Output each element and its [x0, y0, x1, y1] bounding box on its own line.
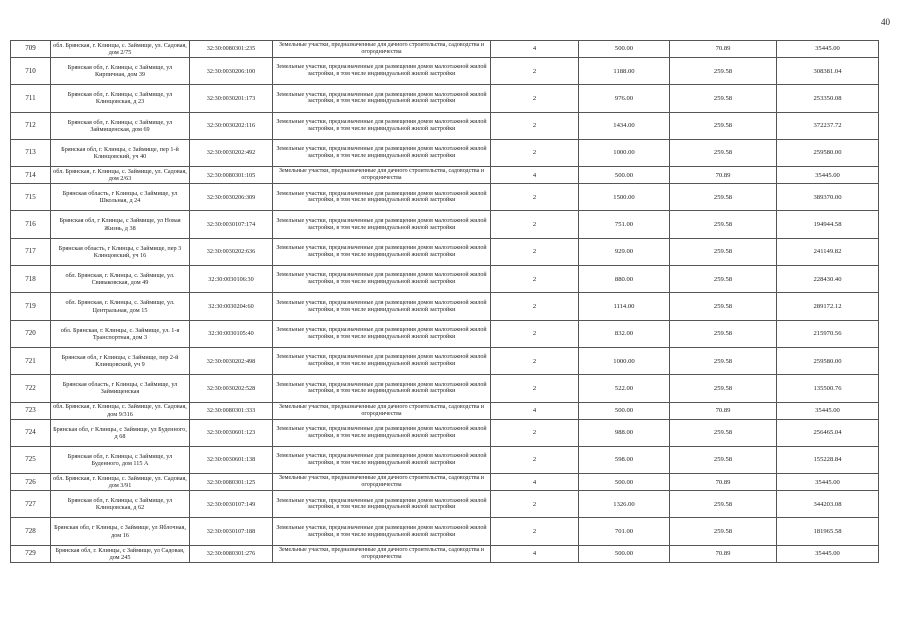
cadastral-value-cell: 35445.00 — [777, 167, 879, 184]
area-cell: 598.00 — [579, 446, 670, 473]
land-purpose-cell: Земельные участки, предназначенные для размещения домов малоэтажной жилой застройки, в том числе индивидуальной жилой застройки — [273, 238, 491, 265]
row-number-cell: 710 — [11, 58, 51, 85]
cadastral-value-cell: 135500.76 — [777, 375, 879, 402]
table-row — [11, 238, 879, 265]
land-purpose-cell: Земельные участки, предназначенные для размещения домов малоэтажной жилой застройки, в том числе индивидуальной жилой застройки — [273, 347, 491, 374]
cadastral-value-cell: 181965.58 — [777, 518, 879, 545]
land-purpose-cell: Земельные участки, предназначенные для дачного строительства, садоводства и огородничества — [273, 474, 491, 491]
cadastral-value-cell: 155228.84 — [777, 446, 879, 473]
area-cell: 880.00 — [579, 266, 670, 293]
address-cell: Брянская обл, г Клинцы, с Займище, ул Новая Жизнь, д 38 — [51, 211, 190, 238]
group-cell: 4 — [491, 402, 579, 419]
land-purpose-cell: Земельные участки, предназначенные для размещения домов малоэтажной жилой застройки, в том числе индивидуальной жилой застройки — [273, 211, 491, 238]
rate-cell: 259.58 — [670, 446, 777, 473]
land-purpose-cell: Земельные участки, предназначенные для размещения домов малоэтажной жилой застройки, в том числе индивидуальной жилой застройки — [273, 419, 491, 446]
rate-cell: 70.89 — [670, 474, 777, 491]
land-purpose-cell: Земельные участки, предназначенные для размещения домов малоэтажной жилой застройки, в том числе индивидуальной жилой застройки — [273, 491, 491, 518]
cadastral-number-cell: 32:30:0030106:30 — [190, 266, 273, 293]
rate-cell: 259.58 — [670, 112, 777, 139]
table-row — [11, 85, 879, 112]
address-cell: обл. Брянская, г. Клинцы, с. Займище, ул. Садовая, дом 9/316 — [51, 402, 190, 419]
cadastral-value-cell: 228430.40 — [777, 266, 879, 293]
row-number-cell: 723 — [11, 402, 51, 419]
table-row — [11, 139, 879, 166]
row-number-cell: 718 — [11, 266, 51, 293]
land-plots-table — [10, 40, 879, 563]
row-number-cell: 727 — [11, 491, 51, 518]
group-cell: 2 — [491, 518, 579, 545]
land-purpose-cell: Земельные участки, предназначенные для размещения домов малоэтажной жилой застройки, в том числе индивидуальной жилой застройки — [273, 446, 491, 473]
row-number-cell: 725 — [11, 446, 51, 473]
table-row — [11, 545, 879, 562]
cadastral-number-cell: 32:30:0030105:40 — [190, 320, 273, 347]
page-number: 40 — [881, 17, 890, 27]
group-cell: 2 — [491, 58, 579, 85]
area-cell: 500.00 — [579, 545, 670, 562]
rate-cell: 259.58 — [670, 293, 777, 320]
land-purpose-cell: Земельные участки, предназначенные для размещения домов малоэтажной жилой застройки, в том числе индивидуальной жилой застройки — [273, 139, 491, 166]
land-purpose-cell: Земельные участки, предназначенные для дачного строительства, садоводства и огородничества — [273, 402, 491, 419]
address-cell: обл. Брянская, г. Клинцы, с. Займище, ул. 1-я Транспортная, дом 3 — [51, 320, 190, 347]
cadastral-number-cell: 32:30:0030202:636 — [190, 238, 273, 265]
address-cell: Брянская область, г Клинцы, с Займище, пер 3 Клинцовский, уч 16 — [51, 238, 190, 265]
table-row — [11, 518, 879, 545]
group-cell: 4 — [491, 41, 579, 58]
land-purpose-cell: Земельные участки, предназначенные для размещения домов малоэтажной жилой застройки, в том числе индивидуальной жилой застройки — [273, 58, 491, 85]
row-number-cell: 724 — [11, 419, 51, 446]
cadastral-value-cell: 256465.04 — [777, 419, 879, 446]
table-row — [11, 347, 879, 374]
row-number-cell: 716 — [11, 211, 51, 238]
table-row — [11, 112, 879, 139]
address-cell: обл. Брянская, г. Клинцы, с. Займище, ул. Центральная, дом 15 — [51, 293, 190, 320]
area-cell: 701.00 — [579, 518, 670, 545]
cadastral-value-cell: 215970.56 — [777, 320, 879, 347]
cadastral-number-cell: 32:30:0030204:60 — [190, 293, 273, 320]
rate-cell: 70.89 — [670, 545, 777, 562]
rate-cell: 259.58 — [670, 211, 777, 238]
land-purpose-cell: Земельные участки, предназначенные для дачного строительства, садоводства и огородничества — [273, 167, 491, 184]
table-row — [11, 402, 879, 419]
rate-cell: 259.58 — [670, 518, 777, 545]
table-row — [11, 320, 879, 347]
area-cell: 1434.00 — [579, 112, 670, 139]
group-cell: 2 — [491, 211, 579, 238]
cadastral-number-cell: 32:30:0030206:100 — [190, 58, 273, 85]
address-cell: Брянская обл, г. Клинцы, с Займище, ул Садовая, дом 245 — [51, 545, 190, 562]
cadastral-value-cell: 35445.00 — [777, 545, 879, 562]
cadastral-number-cell: 32:30:0030202:116 — [190, 112, 273, 139]
row-number-cell: 712 — [11, 112, 51, 139]
land-purpose-cell: Земельные участки, предназначенные для размещения домов малоэтажной жилой застройки, в том числе индивидуальной жилой застройки — [273, 266, 491, 293]
row-number-cell: 715 — [11, 184, 51, 211]
table-row — [11, 293, 879, 320]
address-cell: Брянская обл, г. Клинцы, с Займище, ул Займищенская, дом 69 — [51, 112, 190, 139]
row-number-cell: 711 — [11, 85, 51, 112]
area-cell: 1114.00 — [579, 293, 670, 320]
area-cell: 1188.00 — [579, 58, 670, 85]
cadastral-number-cell: 32:30:0030107:174 — [190, 211, 273, 238]
land-purpose-cell: Земельные участки, предназначенные для размещения домов малоэтажной жилой застройки, в том числе индивидуальной жилой застройки — [273, 85, 491, 112]
cadastral-value-cell: 241149.82 — [777, 238, 879, 265]
land-purpose-cell: Земельные участки, предназначенные для размещения домов малоэтажной жилой застройки, в том числе индивидуальной жилой застройки — [273, 184, 491, 211]
rate-cell: 259.58 — [670, 347, 777, 374]
land-purpose-cell: Земельные участки, предназначенные для дачного строительства, садоводства и огородничества — [273, 41, 491, 58]
cadastral-number-cell: 32:30:0030107:188 — [190, 518, 273, 545]
address-cell: Брянская обл, г Клинцы, с Займище, ул Буденного, д 68 — [51, 419, 190, 446]
address-cell: обл. Брянская, г. Клинцы, с. Займище, ул. Садовая, дом 2/75 — [51, 41, 190, 58]
row-number-cell: 726 — [11, 474, 51, 491]
cadastral-number-cell: 32:30:0080301:125 — [190, 474, 273, 491]
cadastral-value-cell: 253350.08 — [777, 85, 879, 112]
land-purpose-cell: Земельные участки, предназначенные для размещения домов малоэтажной жилой застройки, в том числе индивидуальной жилой застройки — [273, 112, 491, 139]
land-purpose-cell: Земельные участки, предназначенные для размещения домов малоэтажной жилой застройки, в том числе индивидуальной жилой застройки — [273, 320, 491, 347]
cadastral-number-cell: 32:30:0080301:276 — [190, 545, 273, 562]
rate-cell: 259.58 — [670, 266, 777, 293]
rate-cell: 259.58 — [670, 491, 777, 518]
cadastral-number-cell: 32:30:0030202:528 — [190, 375, 273, 402]
cadastral-number-cell: 32:30:0080301:105 — [190, 167, 273, 184]
group-cell: 2 — [491, 85, 579, 112]
row-number-cell: 717 — [11, 238, 51, 265]
cadastral-number-cell: 32:30:0030601:138 — [190, 446, 273, 473]
address-cell: Брянская обл, г. Клинцы, с Займище, ул Кирпичная, дом 39 — [51, 58, 190, 85]
cadastral-number-cell: 32:30:0080301:333 — [190, 402, 273, 419]
table-row — [11, 474, 879, 491]
cadastral-number-cell: 32:30:0030201:173 — [190, 85, 273, 112]
cadastral-value-cell: 35445.00 — [777, 41, 879, 58]
rate-cell: 70.89 — [670, 167, 777, 184]
address-cell: обл. Брянская, г. Клинцы, с. Займище, ул. Садовая, дом 3/91 — [51, 474, 190, 491]
table-body — [11, 41, 879, 563]
group-cell: 2 — [491, 375, 579, 402]
row-number-cell: 722 — [11, 375, 51, 402]
area-cell: 832.00 — [579, 320, 670, 347]
area-cell: 500.00 — [579, 41, 670, 58]
cadastral-value-cell: 35445.00 — [777, 402, 879, 419]
group-cell: 2 — [491, 347, 579, 374]
cadastral-number-cell: 32:30:0030601:123 — [190, 419, 273, 446]
cadastral-value-cell: 35445.00 — [777, 474, 879, 491]
cadastral-number-cell: 32:30:0030206:309 — [190, 184, 273, 211]
rate-cell: 259.58 — [670, 375, 777, 402]
area-cell: 929.00 — [579, 238, 670, 265]
cadastral-number-cell: 32:30:0030202:498 — [190, 347, 273, 374]
rate-cell: 259.58 — [670, 139, 777, 166]
rate-cell: 259.58 — [670, 238, 777, 265]
address-cell: обл. Брянская, г. Клинцы, с. Займище, ул. Свиваковская, дом 49 — [51, 266, 190, 293]
table-row — [11, 184, 879, 211]
area-cell: 751.00 — [579, 211, 670, 238]
group-cell: 2 — [491, 139, 579, 166]
group-cell: 4 — [491, 545, 579, 562]
address-cell: Брянская обл, г Клинцы, с Займище, ул Яблочная, дом 16 — [51, 518, 190, 545]
group-cell: 4 — [491, 167, 579, 184]
rate-cell: 70.89 — [670, 41, 777, 58]
table-row — [11, 375, 879, 402]
cadastral-value-cell: 259580.00 — [777, 139, 879, 166]
row-number-cell: 709 — [11, 41, 51, 58]
table-row — [11, 167, 879, 184]
address-cell: Брянская область, г Клинцы, с Займище, ул Школьная, д 24 — [51, 184, 190, 211]
group-cell: 2 — [491, 184, 579, 211]
rate-cell: 259.58 — [670, 320, 777, 347]
area-cell: 500.00 — [579, 474, 670, 491]
area-cell: 500.00 — [579, 167, 670, 184]
area-cell: 1326.00 — [579, 491, 670, 518]
rate-cell: 259.58 — [670, 419, 777, 446]
cadastral-value-cell: 259580.00 — [777, 347, 879, 374]
table-row — [11, 419, 879, 446]
table-row — [11, 41, 879, 58]
cadastral-number-cell: 32:30:0080301:235 — [190, 41, 273, 58]
address-cell: обл. Брянская, г. Клинцы, с. Займище, ул. Садовая, дом 2/63 — [51, 167, 190, 184]
address-cell: Брянская область, г Клинцы, с Займище, ул Займищенская — [51, 375, 190, 402]
cadastral-value-cell: 372237.72 — [777, 112, 879, 139]
group-cell: 2 — [491, 419, 579, 446]
group-cell: 4 — [491, 474, 579, 491]
table-row — [11, 491, 879, 518]
group-cell: 2 — [491, 491, 579, 518]
area-cell: 1000.00 — [579, 139, 670, 166]
rate-cell: 259.58 — [670, 184, 777, 211]
rate-cell: 259.58 — [670, 58, 777, 85]
cadastral-value-cell: 289172.12 — [777, 293, 879, 320]
group-cell: 2 — [491, 238, 579, 265]
rate-cell: 259.58 — [670, 85, 777, 112]
table-row — [11, 446, 879, 473]
group-cell: 2 — [491, 293, 579, 320]
address-cell: Брянская обл, г. Клинцы, с Займище, ул Клинцовская, д 62 — [51, 491, 190, 518]
cadastral-value-cell: 194944.58 — [777, 211, 879, 238]
cadastral-value-cell: 308381.04 — [777, 58, 879, 85]
area-cell: 976.00 — [579, 85, 670, 112]
group-cell: 2 — [491, 320, 579, 347]
table-row — [11, 266, 879, 293]
area-cell: 522.00 — [579, 375, 670, 402]
row-number-cell: 729 — [11, 545, 51, 562]
cadastral-number-cell: 32:30:0030107:149 — [190, 491, 273, 518]
land-purpose-cell: Земельные участки, предназначенные для дачного строительства, садоводства и огородничества — [273, 545, 491, 562]
land-purpose-cell: Земельные участки, предназначенные для размещения домов малоэтажной жилой застройки, в том числе индивидуальной жилой застройки — [273, 293, 491, 320]
rate-cell: 70.89 — [670, 402, 777, 419]
cadastral-value-cell: 389370.00 — [777, 184, 879, 211]
table-row — [11, 211, 879, 238]
address-cell: Брянская обл, г. Клинцы, с Займище, пер 1-й Клинцовский, уч 40 — [51, 139, 190, 166]
group-cell: 2 — [491, 266, 579, 293]
address-cell: Брянская обл, г Клинцы, с Займище, пер 2-й Клинцовский, уч 9 — [51, 347, 190, 374]
land-purpose-cell: Земельные участки, предназначенные для размещения домов малоэтажной жилой застройки, в том числе индивидуальной жилой застройки — [273, 375, 491, 402]
row-number-cell: 713 — [11, 139, 51, 166]
group-cell: 2 — [491, 446, 579, 473]
row-number-cell: 721 — [11, 347, 51, 374]
cadastral-number-cell: 32:30:0030202:492 — [190, 139, 273, 166]
area-cell: 500.00 — [579, 402, 670, 419]
row-number-cell: 714 — [11, 167, 51, 184]
area-cell: 1000.00 — [579, 347, 670, 374]
land-purpose-cell: Земельные участки, предназначенные для размещения домов малоэтажной жилой застройки, в том числе индивидуальной жилой застройки — [273, 518, 491, 545]
address-cell: Брянская обл, г. Клинцы, с Займище, ул Клинцовская, д 23 — [51, 85, 190, 112]
cadastral-value-cell: 344203.08 — [777, 491, 879, 518]
row-number-cell: 719 — [11, 293, 51, 320]
table-row — [11, 58, 879, 85]
row-number-cell: 720 — [11, 320, 51, 347]
area-cell: 988.00 — [579, 419, 670, 446]
group-cell: 2 — [491, 112, 579, 139]
area-cell: 1500.00 — [579, 184, 670, 211]
row-number-cell: 728 — [11, 518, 51, 545]
address-cell: Брянская обл, г. Клинцы, с Займище, ул Буденного, дом 115 А — [51, 446, 190, 473]
